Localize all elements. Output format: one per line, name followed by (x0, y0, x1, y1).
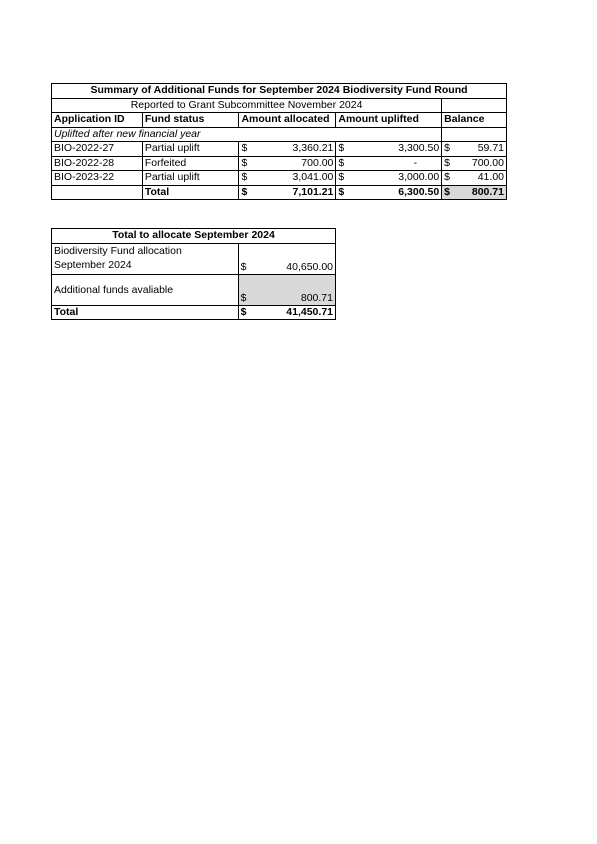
total-label: Total (142, 185, 239, 200)
balance-cell: 41.00 (462, 171, 507, 186)
currency-symbol: $ (239, 142, 259, 157)
total-label: Total (52, 305, 239, 320)
total-row (52, 185, 507, 200)
table-row (52, 156, 507, 171)
summary-table (51, 83, 507, 200)
header-balance: Balance (442, 113, 507, 128)
amount-allocated-cell: 3,041.00 (259, 171, 336, 186)
currency-symbol: $ (442, 156, 462, 171)
allocation-value: 40,650.00 (258, 243, 335, 274)
header-application-id: Application ID (52, 113, 143, 128)
currency-symbol: $ (442, 142, 462, 157)
currency-symbol: $ (239, 185, 259, 200)
amount-allocated-cell: 3,360.21 (259, 142, 336, 157)
header-fund-status: Fund status (142, 113, 239, 128)
total-allocated: 7,101.21 (259, 185, 336, 200)
amount-uplifted-cell: - (356, 156, 442, 171)
application-id-cell: BIO-2022-27 (52, 142, 143, 157)
allocation-label: Additional funds avaliable (52, 274, 239, 305)
amount-allocated-cell: 700.00 (259, 156, 336, 171)
total-uplifted: 6,300.50 (356, 185, 442, 200)
balance-cell: 700.00 (462, 156, 507, 171)
currency-symbol: $ (336, 185, 356, 200)
header-amount-allocated: Amount allocated (239, 113, 336, 128)
summary-subtitle: Reported to Grant Subcommittee November 2024 (52, 98, 442, 113)
allocation-title: Total to allocate September 2024 (52, 229, 336, 244)
currency-symbol: $ (238, 274, 258, 305)
currency-symbol: $ (239, 156, 259, 171)
total-row (52, 305, 336, 320)
amount-uplifted-cell: 3,000.00 (356, 171, 442, 186)
total-balance: 800.71 (462, 185, 507, 200)
currency-symbol: $ (442, 185, 462, 200)
currency-symbol: $ (336, 171, 356, 186)
allocation-value: 800.71 (258, 274, 335, 305)
section-label: Uplifted after new financial year (52, 127, 442, 142)
currency-symbol: $ (238, 243, 258, 274)
fund-status-cell: Partial uplift (142, 142, 239, 157)
currency-symbol: $ (336, 156, 356, 171)
fund-status-cell: Partial uplift (142, 171, 239, 186)
table-row (52, 171, 507, 186)
total-value: 41,450.71 (258, 305, 335, 320)
table-row (52, 142, 507, 157)
allocation-table (51, 228, 336, 320)
empty-cell (52, 185, 143, 200)
table-row (52, 243, 336, 274)
fund-status-cell: Forfeited (142, 156, 239, 171)
summary-title: Summary of Additional Funds for September 2024 Biodiversity Fund Round (52, 84, 507, 99)
currency-symbol: $ (442, 171, 462, 186)
balance-cell: 59.71 (462, 142, 507, 157)
header-amount-uplifted: Amount uplifted (336, 113, 442, 128)
empty-cell (442, 127, 507, 142)
application-id-cell: BIO-2022-28 (52, 156, 143, 171)
currency-symbol: $ (239, 171, 259, 186)
empty-cell (442, 98, 507, 113)
currency-symbol: $ (238, 305, 258, 320)
currency-symbol: $ (336, 142, 356, 157)
amount-uplifted-cell: 3,300.50 (356, 142, 442, 157)
application-id-cell: BIO-2023-22 (52, 171, 143, 186)
allocation-label: Biodiversity Fund allocation September 2024 (52, 243, 239, 274)
table-row (52, 274, 336, 305)
